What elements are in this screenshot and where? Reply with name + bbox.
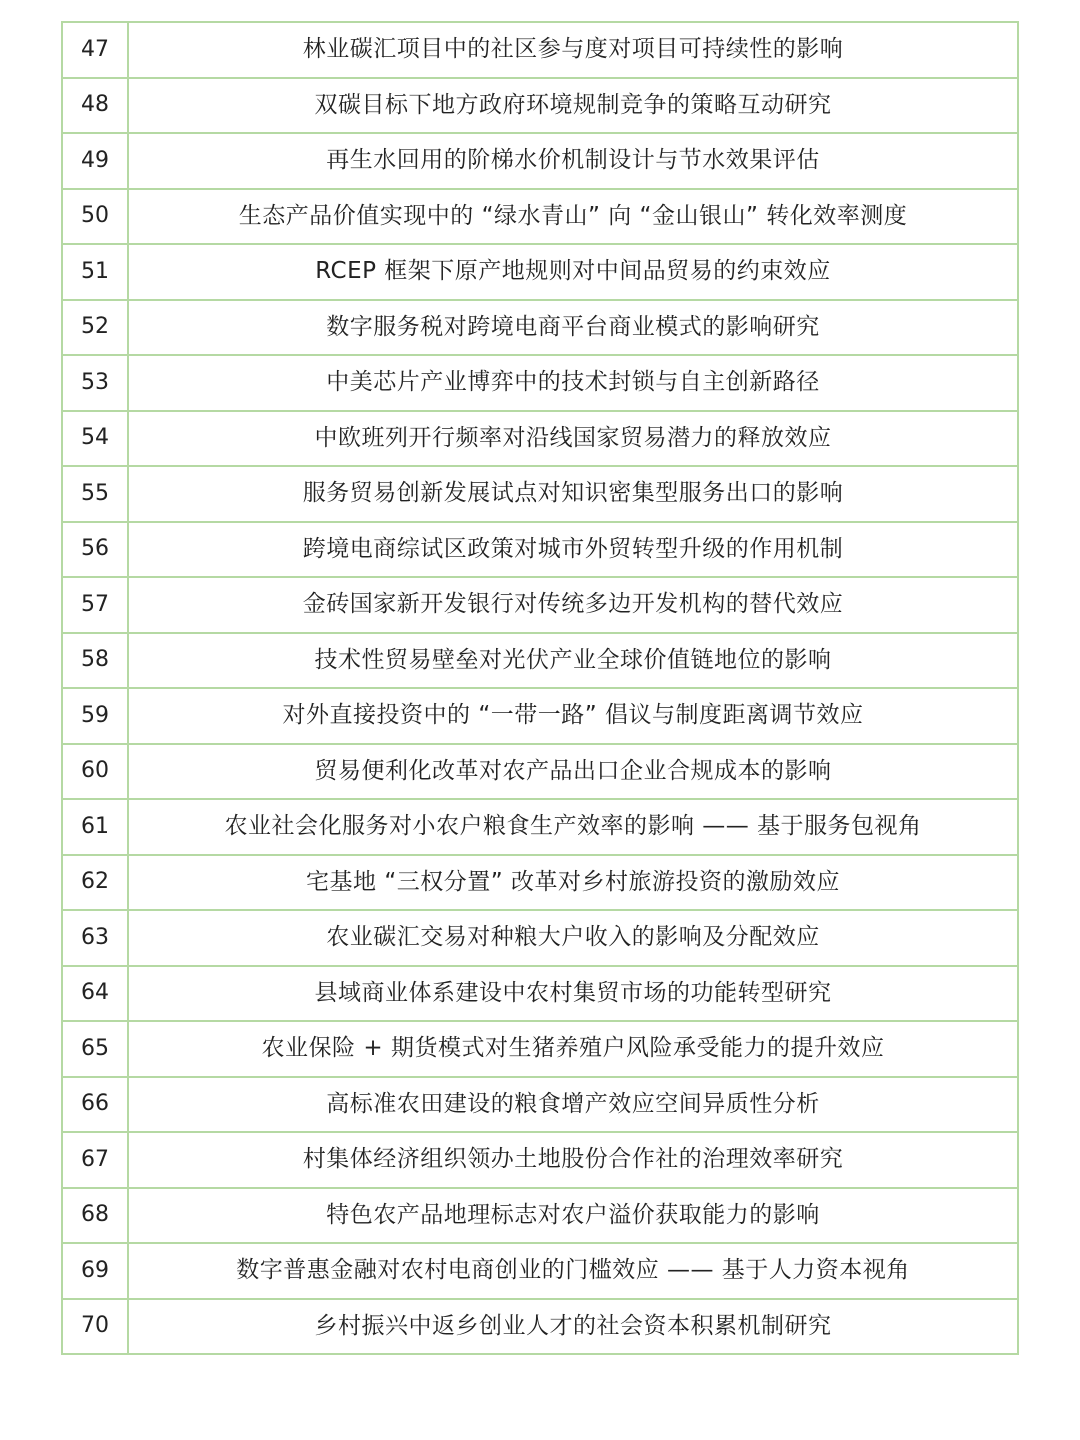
table-row	[62, 300, 1018, 356]
topic-title: 生态产品价值实现中的 “绿水青山” 向 “金山银山” 转化效率测度	[128, 189, 1018, 245]
row-number: 62	[62, 855, 128, 911]
topic-title: 县域商业体系建设中农村集贸市场的功能转型研究	[128, 966, 1018, 1022]
row-number: 61	[62, 799, 128, 855]
row-number: 60	[62, 744, 128, 800]
row-number: 50	[62, 189, 128, 245]
table-row	[62, 1132, 1018, 1188]
table-row	[62, 1077, 1018, 1133]
topic-title: 对外直接投资中的 “一带一路” 倡议与制度距离调节效应	[128, 688, 1018, 744]
row-number: 70	[62, 1299, 128, 1355]
row-number: 67	[62, 1132, 128, 1188]
topic-title: 双碳目标下地方政府环境规制竞争的策略互动研究	[128, 78, 1018, 134]
table-row	[62, 688, 1018, 744]
table-row	[62, 78, 1018, 134]
table-row	[62, 1299, 1018, 1355]
topic-title: 高标准农田建设的粮食增产效应空间异质性分析	[128, 1077, 1018, 1133]
row-number: 53	[62, 355, 128, 411]
topic-title: 农业保险 + 期货模式对生猪养殖户风险承受能力的提升效应	[128, 1021, 1018, 1077]
topic-title: 贸易便利化改革对农产品出口企业合规成本的影响	[128, 744, 1018, 800]
table-row	[62, 189, 1018, 245]
topic-title: 特色农产品地理标志对农户溢价获取能力的影响	[128, 1188, 1018, 1244]
row-number: 51	[62, 244, 128, 300]
row-number: 65	[62, 1021, 128, 1077]
table-row	[62, 522, 1018, 578]
topic-title: 宅基地 “三权分置” 改革对乡村旅游投资的激励效应	[128, 855, 1018, 911]
row-number: 55	[62, 466, 128, 522]
table-row	[62, 855, 1018, 911]
table-row	[62, 133, 1018, 189]
topic-title: 中美芯片产业博弈中的技术封锁与自主创新路径	[128, 355, 1018, 411]
row-number: 57	[62, 577, 128, 633]
row-number: 58	[62, 633, 128, 689]
topic-title: 乡村振兴中返乡创业人才的社会资本积累机制研究	[128, 1299, 1018, 1355]
row-number: 59	[62, 688, 128, 744]
table-row	[62, 1188, 1018, 1244]
table-row	[62, 799, 1018, 855]
row-number: 66	[62, 1077, 128, 1133]
table-row	[62, 355, 1018, 411]
row-number: 69	[62, 1243, 128, 1299]
row-number: 63	[62, 910, 128, 966]
table-row	[62, 577, 1018, 633]
table-row	[62, 22, 1018, 78]
row-number: 68	[62, 1188, 128, 1244]
topic-title: 村集体经济组织领办土地股份合作社的治理效率研究	[128, 1132, 1018, 1188]
table-row	[62, 966, 1018, 1022]
topic-title: 技术性贸易壁垒对光伏产业全球价值链地位的影响	[128, 633, 1018, 689]
table-row	[62, 466, 1018, 522]
topic-title: 服务贸易创新发展试点对知识密集型服务出口的影响	[128, 466, 1018, 522]
table-row	[62, 1021, 1018, 1077]
row-number: 48	[62, 78, 128, 134]
row-number: 64	[62, 966, 128, 1022]
row-number: 52	[62, 300, 128, 356]
table-row	[62, 411, 1018, 467]
table-row	[62, 910, 1018, 966]
topic-title: 林业碳汇项目中的社区参与度对项目可持续性的影响	[128, 22, 1018, 78]
topic-title: 金砖国家新开发银行对传统多边开发机构的替代效应	[128, 577, 1018, 633]
topic-title: 中欧班列开行频率对沿线国家贸易潜力的释放效应	[128, 411, 1018, 467]
topic-title: 数字服务税对跨境电商平台商业模式的影响研究	[128, 300, 1018, 356]
table-row	[62, 633, 1018, 689]
topic-title: 跨境电商综试区政策对城市外贸转型升级的作用机制	[128, 522, 1018, 578]
row-number: 49	[62, 133, 128, 189]
topic-table	[61, 21, 1019, 1355]
topic-title: RCEP 框架下原产地规则对中间品贸易的约束效应	[128, 244, 1018, 300]
row-number: 56	[62, 522, 128, 578]
row-number: 47	[62, 22, 128, 78]
table-row	[62, 244, 1018, 300]
table-row	[62, 1243, 1018, 1299]
table-row	[62, 744, 1018, 800]
topic-title: 数字普惠金融对农村电商创业的门槛效应 —— 基于人力资本视角	[128, 1243, 1018, 1299]
topic-title: 再生水回用的阶梯水价机制设计与节水效果评估	[128, 133, 1018, 189]
topic-title: 农业碳汇交易对种粮大户收入的影响及分配效应	[128, 910, 1018, 966]
row-number: 54	[62, 411, 128, 467]
table-body	[62, 22, 1018, 1354]
topic-title: 农业社会化服务对小农户粮食生产效率的影响 —— 基于服务包视角	[128, 799, 1018, 855]
